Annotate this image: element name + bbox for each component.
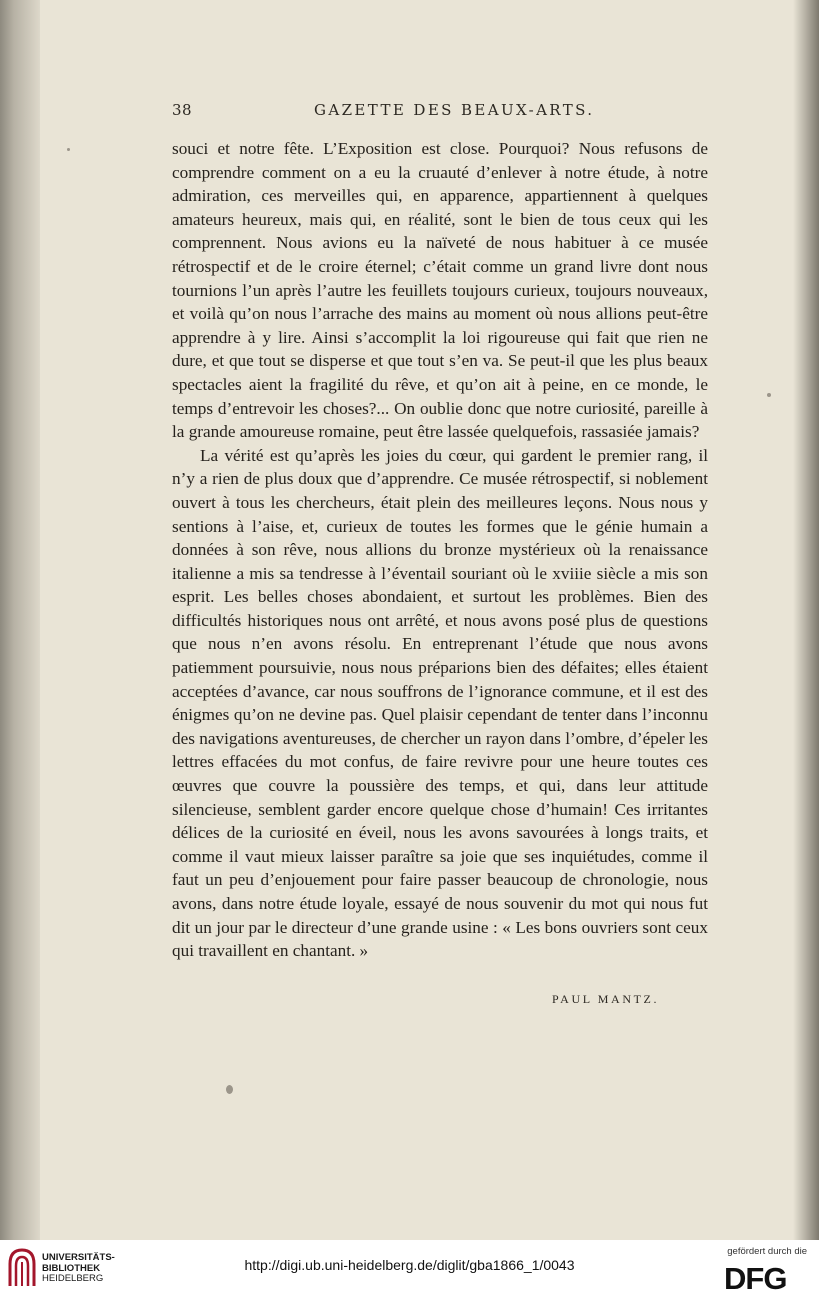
- permalink-url[interactable]: http://digi.ub.uni-heidelberg.de/diglit/gba1866_1/0043: [244, 1257, 575, 1273]
- library-name-line: HEIDELBERG: [42, 1273, 104, 1284]
- running-title: GAZETTE DES BEAUX-ARTS.: [314, 101, 595, 119]
- page-header: [172, 101, 708, 123]
- paper-speck: [67, 148, 70, 151]
- author-signature: PAUL MANTZ.: [552, 992, 660, 1006]
- article-body: [172, 137, 708, 963]
- paper-speck: [226, 1085, 233, 1094]
- paragraph-1: souci et notre fête. L’Exposition est close. Pourquoi? Nous refusons de comprendre comment on a eu la cruauté d’enlever à notre étude, à notre admiration, ces merveilles qui, en apparence, appartiennent à quelques amateurs heureux, mais qui, en réalité, sont le bien de tous ceux qui les comprennent. Nous avions eu la naïveté de nous habituer à ce musée rétrospectif et de le croire éternel; c’était comme un grand livre dont nous tournions l’un après l’autre les feuillets toujours curieux, toujours nouveaux, et voilà qu’on nous l’arrache des mains au moment où nous allions peut-être apprendre à y lire. Ainsi s’accomplit la loi rigoureuse qui fait que rien ne dure, et que tout se disperse et que tout s’en va. Se peut-il que les plus beaux spectacles aient la fragilité du rêve, et qu’on ait à peine, en ce monde, le temps d’entrevoir les choses?... On oublie donc que notre curiosité, pareille à la grande amoureuse romaine, peut être lassée quelquefois, rassasiée jamais?: [172, 139, 708, 442]
- page-number: 38: [172, 101, 193, 119]
- library-name-line: UNIVERSITÄTS-: [42, 1252, 115, 1263]
- viewer-footer: [0, 1240, 819, 1299]
- paper-speck: [767, 393, 771, 397]
- paragraph-2: La vérité est qu’après les joies du cœur, qui gardent le premier rang, il n’y a rien de plus doux que d’apprendre. Ce musée rétrospectif, si noblement ouvert à tous les chercheurs, était plein des meilleures leçons. Nous nous y sentions à l’aise, et, curieux de toutes les formes que le génie humain a données à son rêve, nous allions du bronze mystérieux où la renaissance italienne a mis sa tendresse à l’éventail souriant où le xviiie siècle a mis son esprit. Les belles choses abondaient, et surtout les problèmes. Bien des difficultés historiques nous ont arrêté, et nous avons posé plus de questions que nous n’en avons résolu. En entreprenant l’étude que nous avons patiemment poursuivie, nous nous préparions bien des défaites; elles étaient acceptées d’avance, car nous souffrons de l’ignorance commune, et il est des énigmes qu’on ne devine pas. Quel plaisir cependant de tenter dans l’inconnu des navigations aventureuses, de chercher un rayon dans l’ombre, d’épeler les lettres effacées du mot confus, de faire revivre pour une heure toutes ces œuvres que couvre la poussière des temps, et qui, dans leur attitude silencieuse, semblent garder encore quelque chose d’humain! Ces irritantes délices de la curiosité en éveil, nous les avons savourées à longs traits, et comme il vaut mieux laisser paraître sa joie que ses inquiétudes, comme il faut un peu d’enjouement pour faire passer beaucoup de chronologie, nous avons, dans notre étude loyale, essayé de nous souvenir du mot qui nous fut dit un jour par le directeur d’une grande usine : « Les bons ouvriers sont ceux qui travaillent en chantant. »: [172, 445, 708, 961]
- dfg-logo: [724, 1262, 808, 1292]
- dfg-logo-text: DFG: [724, 1262, 787, 1292]
- library-name-line: BIBLIOTHEK: [42, 1262, 101, 1274]
- funding-note: gefördert durch die: [727, 1246, 807, 1257]
